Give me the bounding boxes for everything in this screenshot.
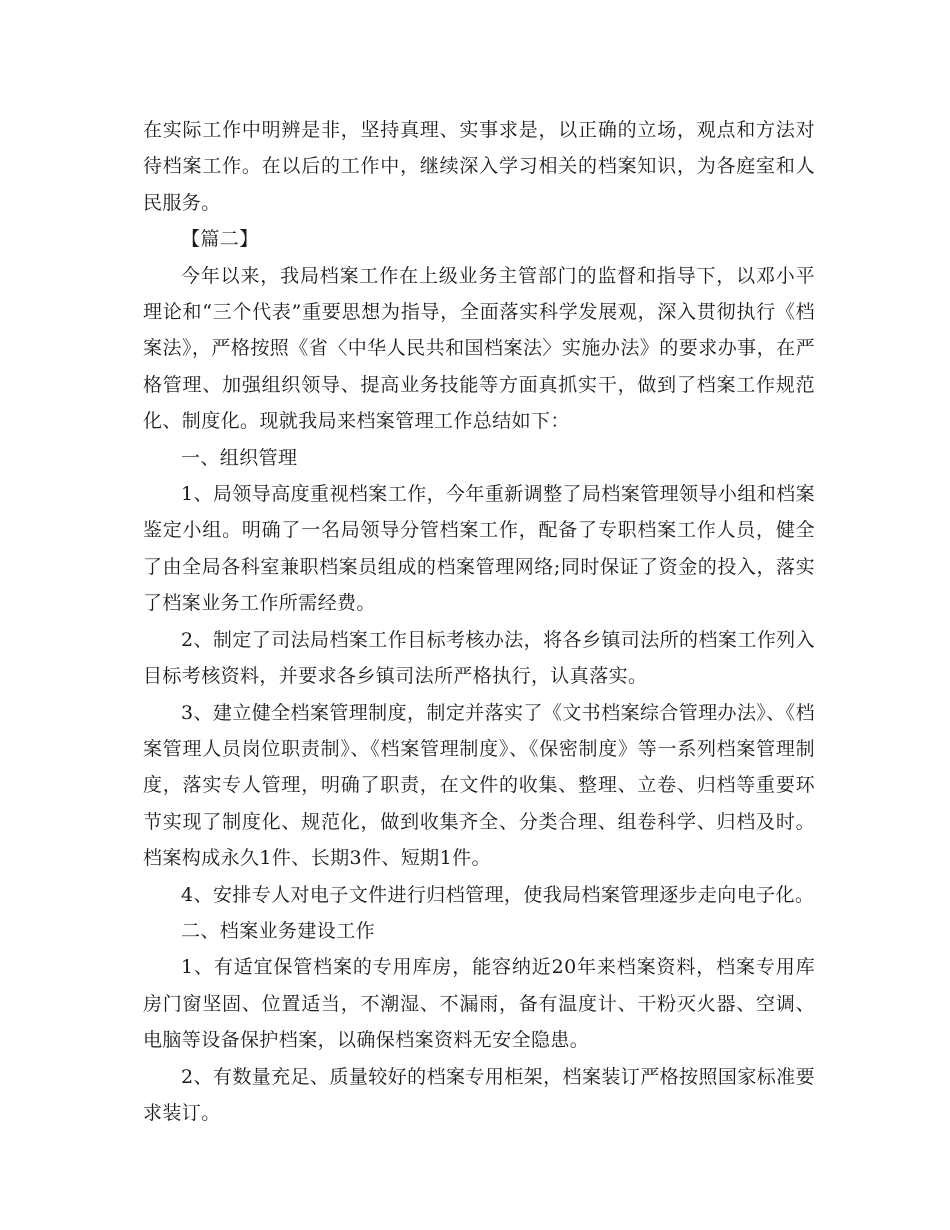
paragraph-item-2: 2、制定了司法局档案工作目标考核办法，将各乡镇司法所的档案工作列入目标考核资料，并要求各乡镇司法所严格执行，认真落实。 xyxy=(143,628,815,688)
paragraph-business-item-2: 2、有数量充足、质量较好的档案专用柜架，档案装订严格按照国家标准要求装订。 xyxy=(143,1065,815,1124)
paragraph-item-3: 3、建立健全档案管理制度，制定并落实了《文书档案综合管理办法》、《档案管理人员岗位职责制》、《档案管理制度》、《保密制度》等一系列档案管理制度，落实专人管理，明确了职责，在文件的收集、整理、立卷、归档等重要环节实现了制度化、规范化，做到收集齐全、分类合理、组卷科学、归档及时。档案构成永久1件、长期3件、短期1件。 xyxy=(143,701,815,870)
paragraph-intro: 今年以来，我局档案工作在上级业务主管部门的监督和指导下，以邓小平理论和“三个代表”重要思想为指导，全面落实科学发展观，深入贯彻执行《档案法》，严格按照《省〈中华人民共和国档案法〉实施办法》的要求办事，在严格管理、加强组织领导、提高业务技能等方面真抓实干，做到了档案工作规范化、制度化。现就我局来档案管理工作总结如下： xyxy=(143,264,815,433)
section-heading-business: 二、档案业务建设工作 xyxy=(181,919,376,942)
section-heading-part-two: 【篇二】 xyxy=(181,228,259,251)
section-heading-organization: 一、组织管理 xyxy=(181,446,298,469)
paragraph-item-1: 1、局领导高度重视档案工作，今年重新调整了局档案管理领导小组和档案鉴定小组。明确了一名局领导分管档案工作，配备了专职档案工作人员，健全了由全局各科室兼职档案员组成的档案管理网络;同时保证了资金的投入，落实了档案业务工作所需经费。 xyxy=(143,483,815,615)
paragraph-continuation: 在实际工作中明辨是非，坚持真理、实事求是，以正确的立场，观点和方法对待档案工作。在以后的工作中，继续深入学习相关的档案知识，为各庭室和人民服务。 xyxy=(143,119,815,214)
paragraph-item-4: 4、安排专人对电子文件进行归档管理，使我局档案管理逐步走向电子化。 xyxy=(181,883,815,906)
document-page xyxy=(143,112,815,1131)
paragraph-business-item-1: 1、有适宜保管档案的专用库房，能容纳近20年来档案资料，档案专用库房门窗坚固、位置适当，不潮湿、不漏雨，备有温度计、干粉灭火器、空调、电脑等设备保护档案，以确保档案资料无安全隐患。 xyxy=(143,956,815,1052)
